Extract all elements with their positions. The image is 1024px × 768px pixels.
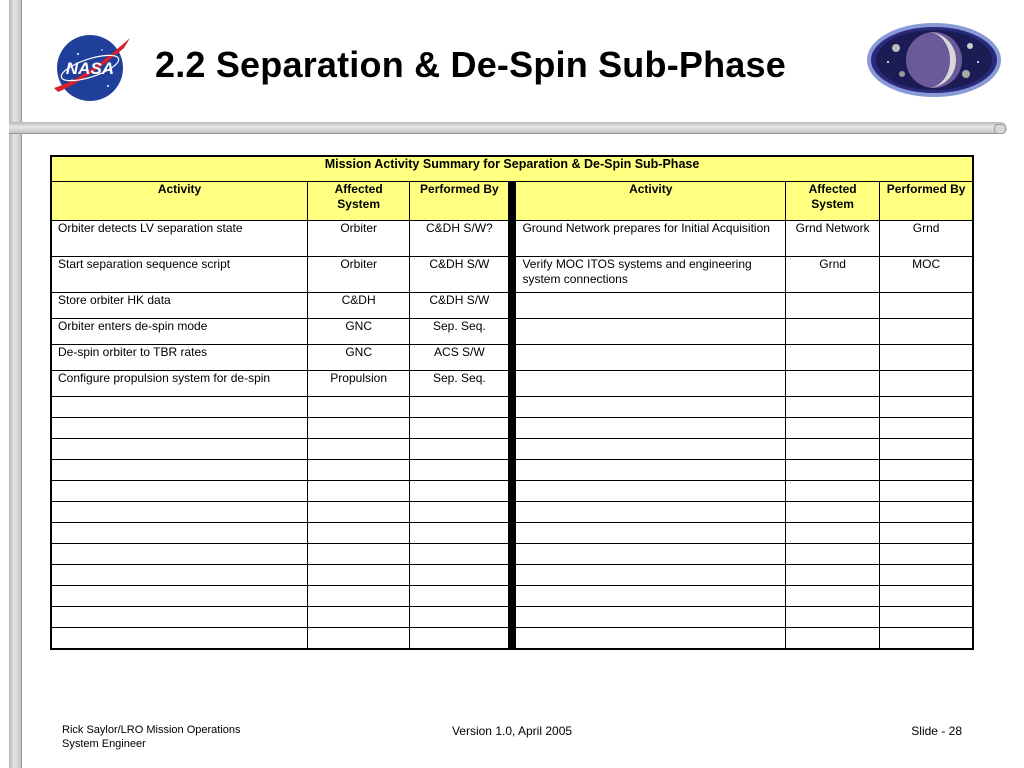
column-divider <box>509 371 516 397</box>
empty-cell <box>51 460 308 481</box>
table-row <box>51 293 973 319</box>
affected-system-cell: C&DH <box>308 293 410 319</box>
activity-cell <box>516 293 786 319</box>
performed-by-cell: MOC <box>880 257 973 293</box>
activity-cell: Verify MOC ITOS systems and engineering system connections <box>516 257 786 293</box>
empty-cell <box>786 544 880 565</box>
empty-cell <box>51 544 308 565</box>
activity-cell: De-spin orbiter to TBR rates <box>51 345 308 371</box>
top-frame-bar <box>9 122 1007 134</box>
activity-cell: Orbiter detects LV separation state <box>51 221 308 257</box>
empty-cell <box>410 397 509 418</box>
empty-table-row <box>51 481 973 502</box>
empty-cell <box>410 544 509 565</box>
empty-table-row <box>51 439 973 460</box>
empty-cell <box>308 460 410 481</box>
empty-cell <box>516 523 786 544</box>
empty-cell <box>880 460 973 481</box>
performed-by-cell: Sep. Seq. <box>410 319 509 345</box>
empty-cell <box>786 628 880 650</box>
performed-by-cell <box>880 293 973 319</box>
column-divider <box>509 544 516 565</box>
empty-cell <box>786 586 880 607</box>
column-divider <box>509 523 516 544</box>
mission-activity-table <box>50 155 974 650</box>
empty-table-row <box>51 523 973 544</box>
empty-cell <box>308 565 410 586</box>
affected-system-cell <box>786 293 880 319</box>
affected-system-cell <box>786 345 880 371</box>
affected-system-cell: Grnd Network <box>786 221 880 257</box>
performed-by-cell <box>880 345 973 371</box>
empty-cell <box>786 565 880 586</box>
affected-system-cell: GNC <box>308 345 410 371</box>
empty-cell <box>51 397 308 418</box>
column-divider <box>509 418 516 439</box>
table-row <box>51 319 973 345</box>
column-divider <box>509 345 516 371</box>
empty-cell <box>516 397 786 418</box>
empty-cell <box>410 607 509 628</box>
table-row <box>51 221 973 257</box>
affected-system-cell <box>786 319 880 345</box>
empty-cell <box>880 544 973 565</box>
empty-cell <box>308 397 410 418</box>
empty-cell <box>410 418 509 439</box>
empty-cell <box>410 460 509 481</box>
performed-by-cell <box>880 319 973 345</box>
empty-cell <box>880 439 973 460</box>
column-header: Activity <box>51 182 308 221</box>
empty-cell <box>516 439 786 460</box>
affected-system-cell: Orbiter <box>308 221 410 257</box>
empty-cell <box>308 544 410 565</box>
performed-by-cell <box>880 371 973 397</box>
activity-cell: Configure propulsion system for de-spin <box>51 371 308 397</box>
activity-cell: Orbiter enters de-spin mode <box>51 319 308 345</box>
performed-by-cell: C&DH S/W <box>410 293 509 319</box>
activity-cell <box>516 319 786 345</box>
empty-cell <box>308 502 410 523</box>
empty-cell <box>516 502 786 523</box>
empty-cell <box>880 397 973 418</box>
performed-by-cell: ACS S/W <box>410 345 509 371</box>
empty-cell <box>880 586 973 607</box>
table-row <box>51 371 973 397</box>
empty-cell <box>308 439 410 460</box>
empty-table-row <box>51 502 973 523</box>
empty-cell <box>880 607 973 628</box>
empty-cell <box>786 607 880 628</box>
column-divider <box>509 565 516 586</box>
affected-system-cell <box>786 371 880 397</box>
activity-cell <box>516 371 786 397</box>
affected-system-cell: Orbiter <box>308 257 410 293</box>
column-header: Affected System <box>786 182 880 221</box>
table-caption-row <box>51 156 973 182</box>
affected-system-cell: GNC <box>308 319 410 345</box>
performed-by-cell: Sep. Seq. <box>410 371 509 397</box>
empty-cell <box>51 628 308 650</box>
empty-cell <box>410 565 509 586</box>
empty-cell <box>880 481 973 502</box>
empty-rows <box>51 397 973 650</box>
affected-system-cell: Propulsion <box>308 371 410 397</box>
empty-cell <box>410 628 509 650</box>
empty-cell <box>786 481 880 502</box>
empty-cell <box>516 565 786 586</box>
empty-cell <box>516 628 786 650</box>
empty-cell <box>880 523 973 544</box>
column-header: Affected System <box>308 182 410 221</box>
empty-cell <box>880 418 973 439</box>
empty-cell <box>51 607 308 628</box>
empty-table-row <box>51 628 973 650</box>
svg-text:NASA: NASA <box>65 59 115 78</box>
column-header: Performed By <box>410 182 509 221</box>
column-divider <box>509 502 516 523</box>
slide-title: 2.2 Separation & De-Spin Sub-Phase <box>155 44 786 85</box>
empty-cell <box>410 523 509 544</box>
activity-cell: Ground Network prepares for Initial Acquisition <box>516 221 786 257</box>
empty-cell <box>516 460 786 481</box>
empty-cell <box>308 481 410 502</box>
empty-table-row <box>51 607 973 628</box>
empty-cell <box>786 397 880 418</box>
column-divider <box>509 182 516 221</box>
empty-cell <box>308 523 410 544</box>
empty-cell <box>786 502 880 523</box>
empty-cell <box>786 418 880 439</box>
mission-logo <box>866 22 1002 98</box>
empty-table-row <box>51 544 973 565</box>
empty-cell <box>51 481 308 502</box>
empty-cell <box>410 481 509 502</box>
footer-slide-number: Slide - 28 <box>911 724 962 738</box>
empty-cell <box>880 502 973 523</box>
column-divider <box>509 628 516 650</box>
empty-table-row <box>51 460 973 481</box>
empty-table-row <box>51 586 973 607</box>
frame-bar-end-cap <box>994 124 1006 134</box>
column-divider <box>509 460 516 481</box>
empty-table-row <box>51 397 973 418</box>
empty-cell <box>786 460 880 481</box>
column-divider <box>509 293 516 319</box>
table-row <box>51 257 973 293</box>
empty-cell <box>51 502 308 523</box>
table-row <box>51 345 973 371</box>
column-divider <box>509 221 516 257</box>
performed-by-cell: C&DH S/W <box>410 257 509 293</box>
empty-table-row <box>51 418 973 439</box>
column-divider <box>509 397 516 418</box>
column-header: Performed By <box>880 182 973 221</box>
empty-table-row <box>51 565 973 586</box>
footer-author-line: System Engineer <box>62 738 146 750</box>
empty-cell <box>308 586 410 607</box>
nasa-logo <box>50 30 134 104</box>
empty-cell <box>308 607 410 628</box>
activity-cell <box>516 345 786 371</box>
empty-cell <box>516 586 786 607</box>
empty-cell <box>786 523 880 544</box>
column-header: Activity <box>516 182 786 221</box>
column-divider <box>509 439 516 460</box>
column-divider <box>509 607 516 628</box>
empty-cell <box>308 418 410 439</box>
table-header-row <box>51 182 973 221</box>
column-divider <box>509 257 516 293</box>
empty-cell <box>516 607 786 628</box>
table-caption: Mission Activity Summary for Separation & De-Spin Sub-Phase <box>51 156 973 182</box>
performed-by-cell: Grnd <box>880 221 973 257</box>
empty-cell <box>786 439 880 460</box>
footer-author-line: Rick Saylor/LRO Mission Operations <box>62 724 241 736</box>
column-divider <box>509 319 516 345</box>
empty-cell <box>410 439 509 460</box>
footer-version: Version 1.0, April 2005 <box>451 724 573 738</box>
activity-cell: Start separation sequence script <box>51 257 308 293</box>
left-frame-bar <box>9 0 22 768</box>
empty-cell <box>516 544 786 565</box>
column-divider <box>509 481 516 502</box>
affected-system-cell: Grnd <box>786 257 880 293</box>
empty-cell <box>51 439 308 460</box>
empty-cell <box>410 586 509 607</box>
empty-cell <box>880 565 973 586</box>
empty-cell <box>880 628 973 650</box>
empty-cell <box>516 481 786 502</box>
empty-cell <box>51 523 308 544</box>
activity-cell: Store orbiter HK data <box>51 293 308 319</box>
empty-cell <box>410 502 509 523</box>
empty-cell <box>51 586 308 607</box>
empty-cell <box>516 418 786 439</box>
empty-cell <box>51 565 308 586</box>
performed-by-cell: C&DH S/W? <box>410 221 509 257</box>
empty-cell <box>51 418 308 439</box>
empty-cell <box>308 628 410 650</box>
column-divider <box>509 586 516 607</box>
